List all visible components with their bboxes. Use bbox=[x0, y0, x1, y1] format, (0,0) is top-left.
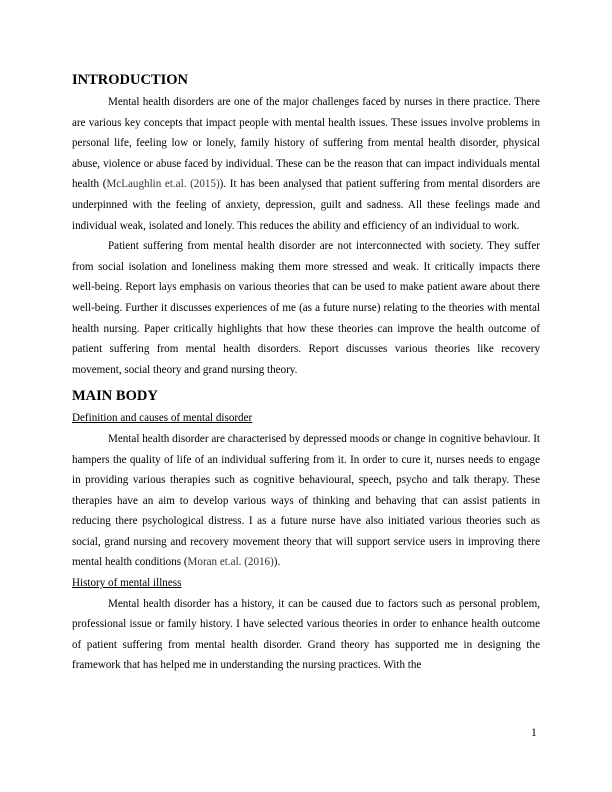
document-page bbox=[72, 70, 540, 676]
subheading-definition-causes: Definition and causes of mental disorder bbox=[72, 412, 253, 425]
introduction-paragraph-2: Patient suffering from mental health disorder are not interconnected with society. They suffer from social isolation and loneliness making them more stressed and weak. It critically impacts there well-being. Report lays emphasis on various theories that can be used to make patient aware about there well-being. Further it discusses experiences of me (as a future nurse) relating to the theories with mental health nursing. Paper critically highlights that how these theories can improve the health outcome of patient suffering from mental health disorders. Report discusses various theories like recovery movement, social theory and grand nursing theory. bbox=[72, 240, 540, 376]
definition-text-after: ). bbox=[273, 556, 281, 569]
definition-text-before: Mental health disorder are characterised by depressed moods or change in cognitive behaviour. It hampers the quality of life of an individual suffering from it. In order to cure it, nurses needs to engage in providing various therapies such as cognitive behavioural, speech, psycho and talk therapy. These therapies have an aim to develop various ways of thinking and behaving that can assist patients in reducing there psychological distress. I as a future nurse have also initiated various theories such as social, grand nursing and recovery movement theory that will support service users in improving there mental health conditions ( bbox=[72, 432, 540, 569]
history-paragraph: Mental health disorder has a history, it can be caused due to factors such as personal problem, professional issue or family history. I have selected various theories in order to enhance health outcome of patient suffering from mental health disorder. Grand theory has supported me in designing the framework that has helped me in understanding the nursing practices. With the bbox=[72, 597, 540, 672]
introduction-p1-text-after: ). It has been analysed that patient suffering from mental disorders are underpinned with the feeling of anxiety, depression, guilt and sadness. All these feelings made and individual weak, isolated and lonely. This reduces the ability and efficiency of an individual to work. bbox=[72, 178, 540, 232]
definition-paragraph bbox=[72, 429, 540, 573]
subheading-history: History of mental illness bbox=[72, 577, 182, 590]
page-number: 1 bbox=[531, 727, 537, 739]
introduction-p1-text-before: Mental health disorders are one of the major challenges faced by nurses in there practice. There are various key concepts that impact people with mental health issues. These issues involve problems in personal life, feeling low or lonely, family history of suffering from mental health disorder, physical abuse, violence or abuse faced by individual. These can be the reason that can impact individuals mental health ( bbox=[72, 96, 540, 191]
introduction-heading: INTRODUCTION bbox=[72, 72, 189, 88]
introduction-paragraph-1 bbox=[72, 92, 540, 236]
citation-mclaughlin: McLaughlin et.al. (2015) bbox=[106, 178, 220, 191]
main-body-heading: MAIN BODY bbox=[72, 388, 158, 405]
citation-moran: Moran et.al. (2016) bbox=[187, 556, 274, 569]
